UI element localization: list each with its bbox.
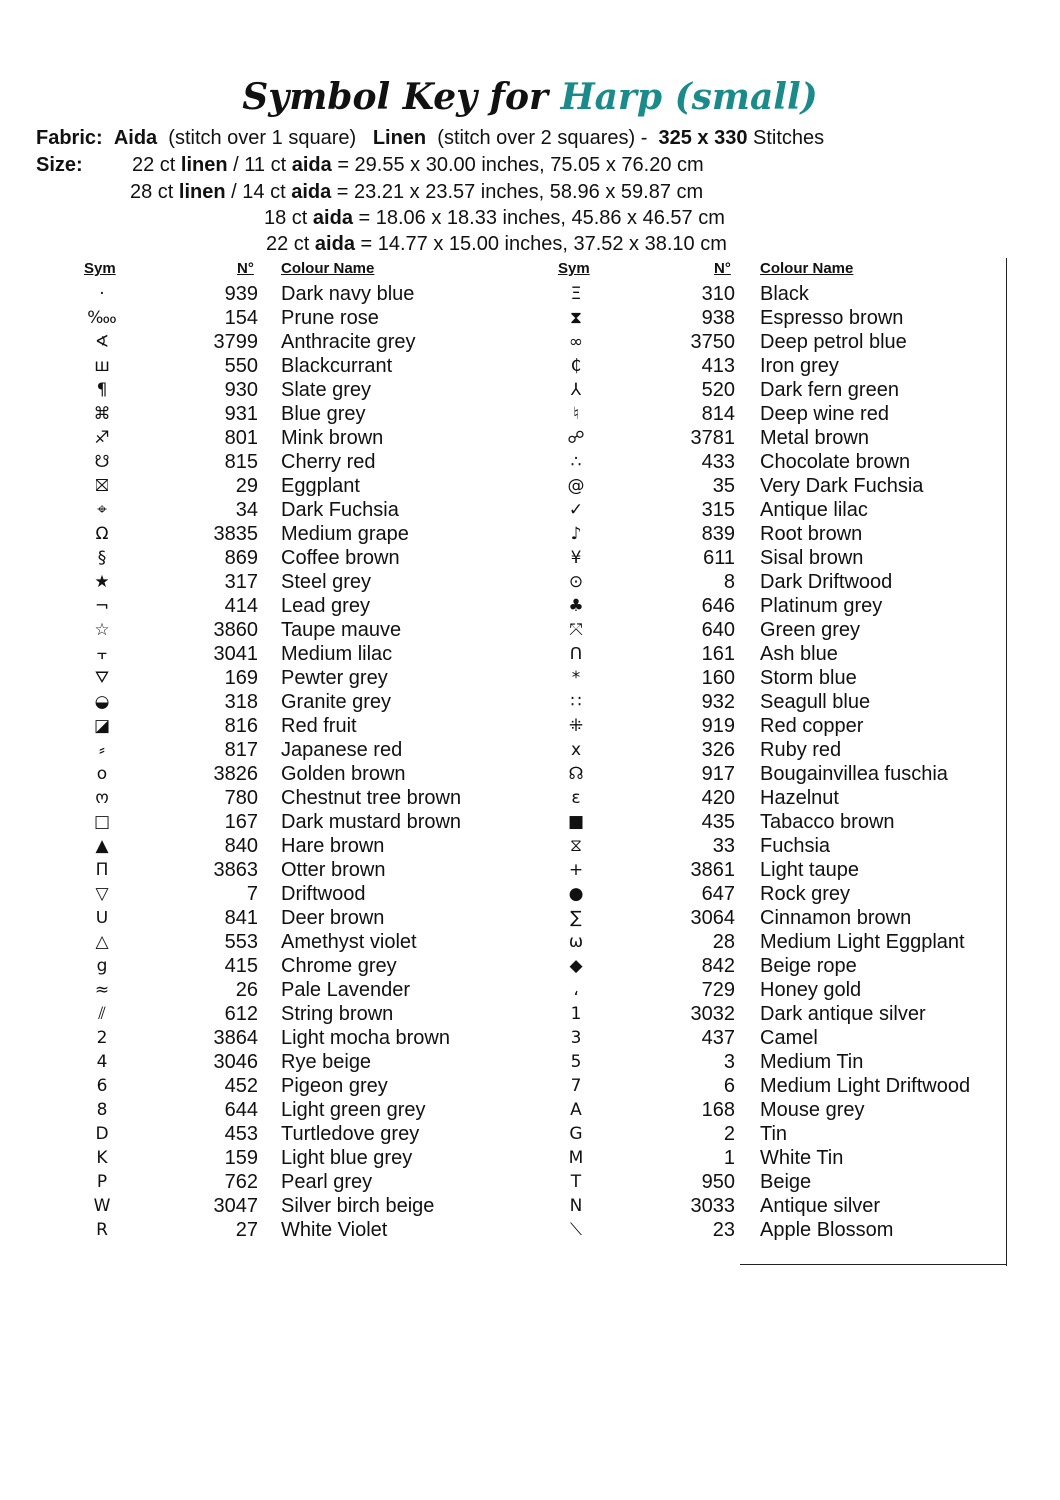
color-number: 35 <box>712 475 735 497</box>
size-rest: = 18.06 x 18.33 inches, 45.86 x 46.57 cm <box>358 207 725 229</box>
color-number: 640 <box>701 619 735 641</box>
symbol-glyph: § <box>97 548 107 568</box>
color-number: 420 <box>701 787 735 809</box>
color-name: String brown <box>281 1003 394 1025</box>
color-number: 3799 <box>213 331 258 353</box>
color-name: Dark antique silver <box>760 1003 926 1025</box>
color-name: Amethyst violet <box>281 931 417 953</box>
symbol-glyph: ᑎ <box>569 644 583 664</box>
color-number: 3863 <box>213 859 258 881</box>
color-number: 814 <box>701 403 735 425</box>
color-name: Granite grey <box>281 691 392 713</box>
color-number: 839 <box>701 523 735 545</box>
color-name: Japanese red <box>281 739 403 761</box>
color-number: 3835 <box>213 523 258 545</box>
color-number: 161 <box>701 643 735 665</box>
color-number: 318 <box>224 691 258 713</box>
color-name: Storm blue <box>760 667 857 689</box>
color-number: 817 <box>224 739 258 761</box>
symbol-glyph: ⫟ <box>96 644 108 664</box>
color-number: 3046 <box>213 1051 258 1073</box>
symbol-glyph: 4 <box>96 1052 108 1072</box>
color-number: 931 <box>224 403 258 425</box>
symbol-glyph: ∑ <box>570 908 582 928</box>
symbol-glyph: M <box>568 1148 584 1168</box>
symbol-glyph: T <box>570 1172 582 1192</box>
header-name: Colour Name <box>760 260 854 277</box>
fabric-line <box>36 127 824 149</box>
color-number: 840 <box>224 835 258 857</box>
symbol-glyph: 1 <box>570 1004 582 1024</box>
color-name: Light taupe <box>760 859 859 881</box>
symbol-glyph: ⌘ <box>93 404 111 424</box>
color-name: Blackcurrant <box>281 355 393 377</box>
symbol-glyph: A <box>570 1100 582 1120</box>
color-name: Dark fern green <box>760 379 899 401</box>
symbol-glyph: ⤧ <box>569 620 583 640</box>
color-number: 3047 <box>213 1195 258 1217</box>
size-pre: 22 ct <box>266 233 310 255</box>
color-name: Taupe mauve <box>281 619 402 641</box>
symbol-glyph: ♐ <box>94 428 110 448</box>
color-name: Mouse grey <box>760 1099 865 1121</box>
symbol-glyph: ⌖ <box>97 500 107 520</box>
color-name: White Tin <box>760 1147 844 1169</box>
symbol-glyph: ⧗ <box>570 308 582 328</box>
color-name: Chrome grey <box>281 955 397 977</box>
symbol-glyph: x <box>570 740 582 760</box>
size-bold: aida <box>312 207 353 229</box>
symbol-glyph: * <box>571 668 581 688</box>
symbol-glyph: W <box>93 1196 111 1216</box>
color-name: Slate grey <box>281 379 372 401</box>
color-name: White Violet <box>281 1219 388 1241</box>
stitches-label: Stitches <box>753 127 825 149</box>
symbol-glyph: ⊙ <box>568 572 584 592</box>
color-name: Espresso brown <box>760 307 904 329</box>
color-number: 453 <box>224 1123 258 1145</box>
color-number: 433 <box>701 451 735 473</box>
color-name: Hazelnut <box>760 787 839 809</box>
fabric-label: Fabric: <box>36 127 103 149</box>
color-name: Bougainvillea fuschia <box>760 763 948 785</box>
color-name: Camel <box>760 1027 818 1049</box>
symbol-glyph: ✓ <box>568 500 584 520</box>
color-number: 3750 <box>690 331 735 353</box>
size-bold: aida <box>314 233 355 255</box>
color-number: 917 <box>701 763 735 785</box>
symbol-glyph: ● <box>568 884 584 904</box>
symbol-glyph: ▲ <box>95 836 109 856</box>
color-number: 939 <box>224 283 258 305</box>
color-name: Dark Fuchsia <box>281 499 399 521</box>
color-number: 729 <box>701 979 735 1001</box>
color-number: 167 <box>224 811 258 833</box>
fabric-aida: Aida <box>113 127 158 149</box>
size-line-3 <box>264 207 725 229</box>
header-num: N° <box>714 260 731 277</box>
color-number: 1 <box>723 1147 735 1169</box>
color-number: 801 <box>224 427 258 449</box>
color-name: Anthracite grey <box>281 331 416 353</box>
symbol-glyph: ᑌ <box>95 908 109 928</box>
color-name: Coffee brown <box>281 547 400 569</box>
color-number: 414 <box>224 595 258 617</box>
color-name: Chestnut tree brown <box>281 787 462 809</box>
symbol-glyph: ♪ <box>570 524 582 544</box>
color-number: 310 <box>701 283 735 305</box>
color-name: Dark mustard brown <box>281 811 462 833</box>
color-name: Rock grey <box>760 883 851 905</box>
color-name: Dark Driftwood <box>760 571 893 593</box>
color-name: Red fruit <box>281 715 357 737</box>
color-name: Medium Light Driftwood <box>760 1075 971 1097</box>
color-number: 611 <box>703 547 735 569</box>
symbol-glyph: R <box>96 1220 108 1240</box>
color-name: Ruby red <box>760 739 842 761</box>
color-number: 647 <box>701 883 735 905</box>
color-number: 919 <box>701 715 735 737</box>
color-number: 34 <box>235 499 258 521</box>
color-number: 169 <box>224 667 258 689</box>
color-number: 612 <box>224 1003 258 1025</box>
color-name: Medium Tin <box>760 1051 864 1073</box>
color-name: Cherry red <box>281 451 376 473</box>
color-number: 33 <box>712 835 735 857</box>
color-name: Pigeon grey <box>281 1075 388 1097</box>
color-name: Very Dark Fuchsia <box>760 475 924 497</box>
title-prefix: Symbol Key for <box>242 76 549 118</box>
color-number: 3033 <box>690 1195 735 1217</box>
color-name: Antique silver <box>760 1195 881 1217</box>
symbol-glyph: ، <box>573 980 579 1000</box>
fabric-aida-note: (stitch over 1 square) <box>168 127 357 149</box>
color-number: 315 <box>701 499 735 521</box>
symbol-glyph: Π <box>95 860 109 880</box>
size-label: Size: <box>36 154 83 176</box>
symbol-glyph: N <box>569 1196 583 1216</box>
color-number: 520 <box>701 379 735 401</box>
color-name: Sisal brown <box>760 547 864 569</box>
symbol-glyph: ☋ <box>94 452 110 472</box>
color-number: 413 <box>701 355 735 377</box>
color-name: Black <box>760 283 809 305</box>
color-number: 3041 <box>213 643 258 665</box>
color-number: 3032 <box>690 1003 735 1025</box>
symbol-glyph: ¬ <box>94 596 110 616</box>
symbol-glyph: ∞ <box>568 332 584 352</box>
symbol-glyph: ⟍ <box>570 1220 582 1240</box>
symbol-glyph: ω <box>568 932 584 952</box>
symbol-glyph: ⧖ <box>570 836 582 856</box>
color-number: 435 <box>701 811 735 833</box>
header-sym: Sym <box>558 260 590 277</box>
symbol-glyph: ∷ <box>570 692 582 712</box>
color-number: 168 <box>701 1099 735 1121</box>
color-number: 29 <box>235 475 258 497</box>
color-number: 7 <box>246 883 258 905</box>
color-name: Medium grape <box>281 523 409 545</box>
symbol-glyph: ☊ <box>568 764 584 784</box>
color-name: Rye beige <box>281 1051 372 1073</box>
color-number: 3860 <box>213 619 258 641</box>
color-name: Apple Blossom <box>760 1219 894 1241</box>
symbol-glyph: g <box>96 956 108 976</box>
color-name: Deep petrol blue <box>760 331 907 353</box>
header-num: N° <box>237 260 254 277</box>
symbol-glyph: ⁜ <box>568 716 584 736</box>
symbol-glyph: @ <box>567 476 585 496</box>
color-number: 815 <box>224 451 258 473</box>
color-name: Deer brown <box>281 907 385 929</box>
color-name: Ash blue <box>760 643 838 665</box>
symbol-glyph: Ξ <box>570 284 582 304</box>
color-name: Cinnamon brown <box>760 907 912 929</box>
symbol-glyph: + <box>568 860 584 880</box>
symbol-glyph: ¶ <box>96 380 108 400</box>
symbol-glyph: ◒ <box>94 692 110 712</box>
color-number: 930 <box>224 379 258 401</box>
symbol-glyph: ≈ <box>94 980 110 1000</box>
symbol-glyph: △ <box>95 932 109 952</box>
color-name: Golden brown <box>281 763 406 785</box>
color-number: 842 <box>701 955 735 977</box>
color-name: Pearl grey <box>281 1171 373 1193</box>
color-name: Blue grey <box>281 403 366 425</box>
color-name: Light mocha brown <box>281 1027 450 1049</box>
symbol-glyph: ♣ <box>568 596 584 616</box>
symbol-glyph: ☍ <box>567 428 585 448</box>
color-number: 3 <box>723 1051 735 1073</box>
color-name: Iron grey <box>760 355 839 377</box>
symbol-glyph: ★ <box>94 572 110 592</box>
symbol-glyph: · <box>99 284 105 304</box>
color-number: 23 <box>712 1219 735 1241</box>
symbol-glyph: P <box>96 1172 108 1192</box>
color-number: 27 <box>235 1219 258 1241</box>
size-rest: = 29.55 x 30.00 inches, 75.05 x 76.20 cm <box>337 154 704 176</box>
symbol-glyph: ⛝ <box>95 476 109 496</box>
symbol-glyph: 3 <box>570 1028 582 1048</box>
color-number: 6 <box>723 1075 735 1097</box>
color-number: 415 <box>224 955 258 977</box>
header-name: Colour Name <box>281 260 375 277</box>
size-line-1-text <box>132 154 704 176</box>
color-number: 154 <box>224 307 258 329</box>
size-bold: linen <box>180 154 228 176</box>
symbol-glyph: 5 <box>570 1052 582 1072</box>
color-name: Green grey <box>760 619 861 641</box>
color-number: 553 <box>224 931 258 953</box>
color-name: Beige <box>760 1171 812 1193</box>
symbol-glyph: ☆ <box>94 620 110 640</box>
color-name: Turtledove grey <box>281 1123 420 1145</box>
symbol-glyph: ♮ <box>572 404 580 424</box>
symbol-glyph: ⛛ <box>94 668 110 688</box>
table-border-right <box>1006 258 1007 1266</box>
pattern-name: Harp (small) <box>560 76 818 118</box>
color-name: Prune rose <box>281 307 379 329</box>
color-number: 160 <box>701 667 735 689</box>
fabric-linen-note: (stitch over 2 squares) - <box>437 127 648 149</box>
color-name: Silver birch beige <box>281 1195 435 1217</box>
color-name: Beige rope <box>760 955 857 977</box>
size-rest: = 23.21 x 23.57 inches, 58.96 x 59.87 cm <box>336 181 704 203</box>
table-border-bottom <box>740 1264 1007 1265</box>
color-number: 26 <box>235 979 258 1001</box>
color-number: 8 <box>723 571 735 593</box>
symbol-glyph: ш <box>94 356 110 376</box>
size-pre: 28 ct <box>130 181 174 203</box>
color-number: 841 <box>224 907 258 929</box>
color-name: Fuchsia <box>760 835 831 857</box>
color-name: Medium Light Eggplant <box>760 931 965 953</box>
color-name: Deep wine red <box>760 403 889 425</box>
size-pre: 22 ct <box>132 154 176 176</box>
color-name: Root brown <box>760 523 863 545</box>
color-name: Platinum grey <box>760 595 883 617</box>
color-name: Dark navy blue <box>281 283 415 305</box>
color-name: Red copper <box>760 715 864 737</box>
color-name: Antique lilac <box>760 499 868 521</box>
color-number: 646 <box>701 595 735 617</box>
symbol-glyph: o <box>96 764 108 784</box>
color-name: Mink brown <box>281 427 384 449</box>
color-name: Pale Lavender <box>281 979 410 1001</box>
symbol-glyph: 7 <box>570 1076 582 1096</box>
fabric-linen: Linen <box>372 127 427 149</box>
color-name: Seagull blue <box>760 691 871 713</box>
symbol-glyph: ■ <box>567 812 585 832</box>
color-name: Driftwood <box>281 883 366 905</box>
color-number: 3861 <box>690 859 735 881</box>
symbol-glyph: □ <box>93 812 111 832</box>
color-number: 780 <box>224 787 258 809</box>
symbol-glyph: Ω <box>95 524 109 544</box>
color-number: 932 <box>701 691 735 713</box>
color-number: 326 <box>701 739 735 761</box>
color-number: 550 <box>224 355 258 377</box>
size-bold: linen <box>178 181 226 203</box>
color-number: 950 <box>701 1171 735 1193</box>
color-name: Steel grey <box>281 571 372 593</box>
symbol-glyph: ∢ <box>94 332 110 352</box>
color-name: Light green grey <box>281 1099 426 1121</box>
color-name: Hare brown <box>281 835 385 857</box>
symbol-glyph: ∴ <box>570 452 582 472</box>
symbol-glyph: ◆ <box>569 956 583 976</box>
size-line-2 <box>130 181 703 203</box>
color-number: 159 <box>224 1147 258 1169</box>
symbol-glyph: ⫽ <box>98 1004 106 1024</box>
symbol-glyph: ◪ <box>93 716 111 736</box>
size-bold: aida <box>291 181 332 203</box>
color-number: 938 <box>701 307 735 329</box>
color-name: Eggplant <box>281 475 360 497</box>
symbol-glyph: 6 <box>96 1076 108 1096</box>
color-name: Honey gold <box>760 979 862 1001</box>
symbol-glyph: ⅄ <box>570 380 582 400</box>
symbol-glyph: ო <box>95 788 109 808</box>
symbol-glyph: 2 <box>96 1028 108 1048</box>
size-line-4 <box>266 233 727 255</box>
color-name: Tin <box>760 1123 788 1145</box>
color-number: 816 <box>224 715 258 737</box>
symbol-glyph: ¥ <box>570 548 582 568</box>
color-number: 2 <box>723 1123 735 1145</box>
color-name: Pewter grey <box>281 667 388 689</box>
color-number: 3826 <box>213 763 258 785</box>
symbol-glyph: G <box>569 1124 583 1144</box>
color-number: 28 <box>712 931 735 953</box>
color-number: 3864 <box>213 1027 258 1049</box>
color-number: 437 <box>701 1027 735 1049</box>
color-number: 762 <box>224 1171 258 1193</box>
color-name: Metal brown <box>760 427 869 449</box>
color-name: Medium lilac <box>281 643 393 665</box>
symbol-glyph: ▽ <box>95 884 109 904</box>
symbol-glyph: 8 <box>96 1100 108 1120</box>
header-sym: Sym <box>84 260 116 277</box>
size-rest: = 14.77 x 15.00 inches, 37.52 x 38.10 cm <box>360 233 727 255</box>
size-pre: 18 ct <box>264 207 308 229</box>
color-number: 3064 <box>690 907 735 929</box>
color-name: Lead grey <box>281 595 370 617</box>
symbol-glyph: ‱ <box>87 308 117 328</box>
size-mid: / 11 ct <box>233 154 287 176</box>
symbol-glyph: D <box>95 1124 109 1144</box>
color-number: 644 <box>224 1099 258 1121</box>
size-bold: aida <box>291 154 332 176</box>
page-title <box>0 74 1060 120</box>
color-number: 869 <box>224 547 258 569</box>
color-number: 317 <box>224 571 258 593</box>
symbol-glyph: K <box>96 1148 108 1168</box>
stitches-count: 325 x 330 <box>658 127 748 149</box>
color-number: 3781 <box>690 427 735 449</box>
color-number: 452 <box>224 1075 258 1097</box>
color-name: Light blue grey <box>281 1147 413 1169</box>
size-mid: / 14 ct <box>231 181 286 203</box>
symbol-glyph: ε <box>571 788 581 808</box>
size-line-1 <box>36 154 83 176</box>
symbol-glyph: ⸗ <box>99 740 105 760</box>
symbol-glyph: ₵ <box>570 356 582 376</box>
color-name: Chocolate brown <box>760 451 911 473</box>
color-name: Tabacco brown <box>760 811 895 833</box>
color-name: Otter brown <box>281 859 386 881</box>
